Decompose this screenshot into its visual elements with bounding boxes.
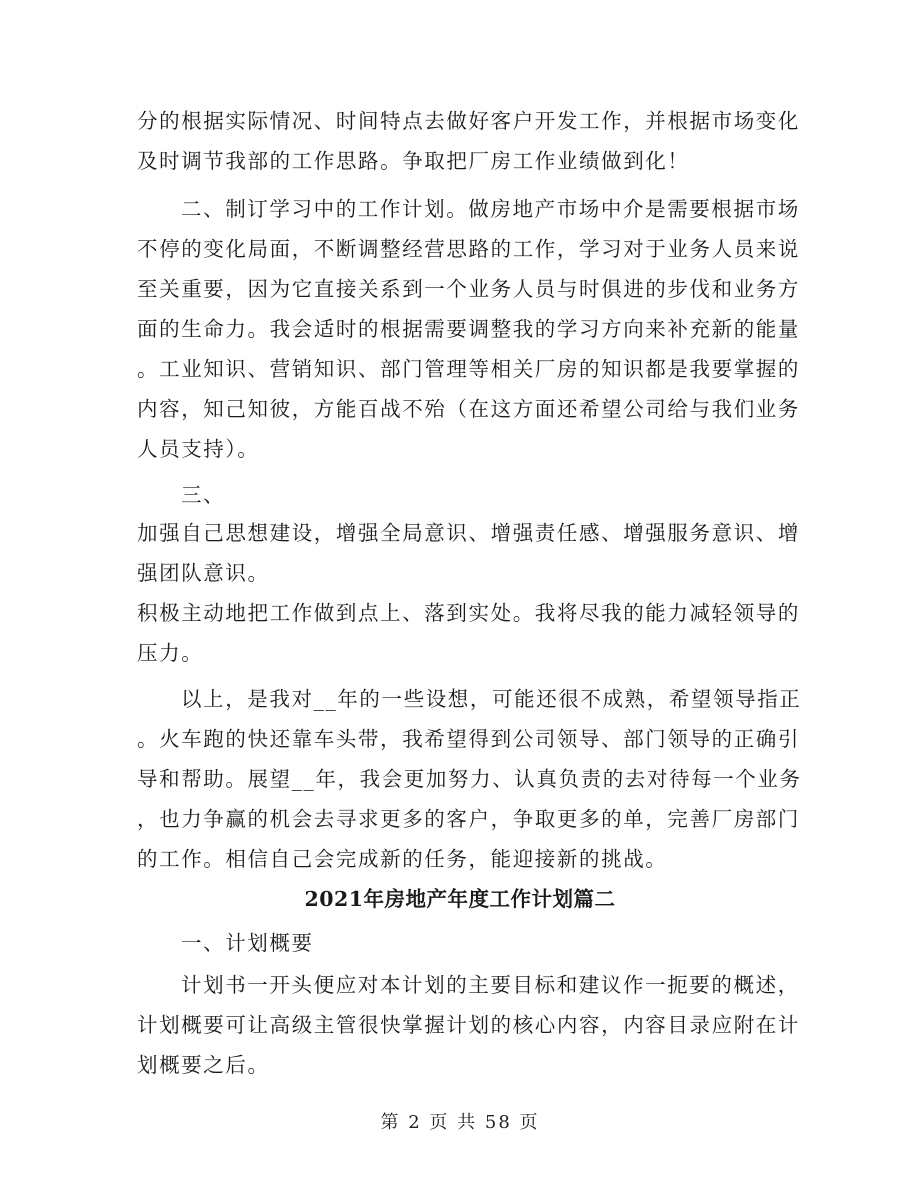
section-label: 三、 xyxy=(181,483,226,507)
body-line: 强团队意识。 xyxy=(137,561,270,585)
body-line: 及时调节我部的工作思路。争取把厂房工作业绩做到化！ xyxy=(137,149,690,173)
body-line: 至关重要，因为它直接关系到一个业务人员与时俱进的步伐和业务方 xyxy=(137,277,800,301)
body-line: 人员支持）。 xyxy=(137,437,260,461)
body-line: 。工业知识、营销知识、部门管理等相关厂房的知识都是我要掌握的 xyxy=(137,357,800,381)
page-footer xyxy=(0,1110,920,1136)
body-line: 加强自己思想建设，增强全局意识、增强责任感、增强服务意识、增 xyxy=(137,521,800,545)
body-line: 压力。 xyxy=(137,641,204,665)
footer-label-unit-2: 页 xyxy=(519,1112,540,1133)
section-heading: 2021年房地产年度工作计划篇二 xyxy=(304,887,616,911)
body-line: 不停的变化局面，不断调整经营思路的工作，学习对于业务人员来说 xyxy=(137,237,800,261)
body-line: 计划书一开头便应对本计划的主要目标和建议作一扼要的概述， xyxy=(181,973,800,997)
body-line: 导和帮助。展望__年，我会更加努力、认真负责的去对待每一个业务 xyxy=(137,767,802,791)
body-line: 面的生命力。我会适时的根据需要调整我的学习方向来补充新的能量 xyxy=(137,317,800,341)
footer-label-total: 共 xyxy=(457,1112,478,1133)
body-line: 划概要之后。 xyxy=(137,1053,270,1077)
body-line: 。火车跑的快还靠车头带，我希望得到公司领导、部门领导的正确引 xyxy=(137,727,800,751)
body-line: 计划概要可让高级主管很快掌握计划的核心内容，内容目录应附在计 xyxy=(137,1013,800,1037)
subsection-heading: 一、计划概要 xyxy=(181,931,314,955)
body-line: 以上，是我对__年的一些设想，可能还很不成熟，希望领导指正 xyxy=(181,687,802,711)
body-line: 二、制订学习中的工作计划。做房地产市场中介是需要根据市场 xyxy=(181,197,800,221)
footer-current-page: 2 xyxy=(408,1112,422,1133)
footer-total-pages: 58 xyxy=(484,1112,512,1133)
body-line: 积极主动地把工作做到点上、落到实处。我将尽我的能力减轻领导的 xyxy=(137,601,800,625)
footer-label-unit: 页 xyxy=(429,1112,450,1133)
footer-label-page: 第 xyxy=(380,1112,401,1133)
body-line: 内容，知己知彼，方能百战不殆（在这方面还希望公司给与我们业务 xyxy=(137,397,800,421)
body-line: ，也力争赢的机会去寻求更多的客户，争取更多的单，完善厂房部门 xyxy=(137,807,800,831)
body-line: 的工作。相信自己会完成新的任务，能迎接新的挑战。 xyxy=(137,847,668,871)
body-line: 分的根据实际情况、时间特点去做好客户开发工作，并根据市场变化 xyxy=(137,109,800,133)
